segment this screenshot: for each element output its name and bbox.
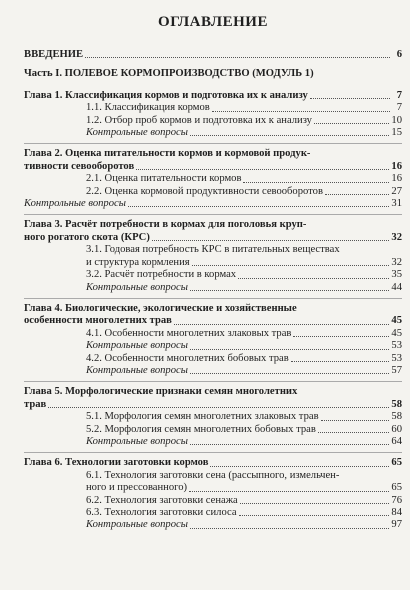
entry-page: 35 [391, 269, 402, 281]
toc-entry-chapter-2[interactable] [24, 161, 402, 173]
leader-dots [243, 182, 389, 183]
toc-entry-5-1[interactable] [24, 411, 402, 423]
entry-page: 15 [391, 127, 402, 139]
entry-page: 45 [391, 315, 402, 327]
leader-dots [238, 278, 389, 279]
page-title: ОГЛАВЛЕНИЕ [158, 14, 268, 30]
leader-dots [210, 466, 389, 467]
entry-label: 3.2. Расчёт потребности в кормах [86, 269, 237, 281]
entry-page: 58 [391, 411, 402, 423]
entry-page: 53 [391, 340, 402, 352]
leader-dots [190, 373, 389, 374]
leader-dots [310, 98, 390, 99]
entry-page: 76 [391, 494, 402, 506]
toc-entry-3-questions[interactable] [24, 282, 402, 294]
chapter-3-title-line-1[interactable]: Глава 3. Расчёт потребности в кормах для поголовья круп- [24, 219, 307, 231]
toc-entry-5-questions[interactable] [24, 436, 402, 448]
leader-dots [192, 265, 390, 266]
entry-label: ного и прессованного) [86, 482, 188, 494]
entry-label: Контрольные вопросы [86, 519, 188, 531]
toc-chapter-4 [24, 303, 402, 377]
toc-chapter-5 [24, 386, 402, 448]
entry-label: Контрольные вопросы [24, 198, 126, 210]
chapter-4-title-line-1[interactable]: Глава 4. Биологические, экологические и хозяйственные [24, 302, 297, 314]
leader-dots [190, 528, 389, 529]
leader-dots [174, 324, 390, 325]
leader-dots [314, 123, 389, 124]
toc-entry-6-1[interactable] [24, 482, 402, 494]
entry-label: особенности многолетних трав [24, 315, 172, 327]
entry-label: тивности севооборотов [24, 160, 135, 172]
divider [24, 452, 402, 453]
entry-page: 65 [391, 457, 402, 469]
toc-entry-5-2[interactable] [24, 424, 402, 436]
entry-page: 84 [391, 507, 402, 518]
leader-dots [189, 491, 389, 492]
toc-entry-2-questions[interactable] [24, 198, 402, 210]
toc-entry-chapter-1[interactable] [24, 90, 402, 102]
toc-chapter-2 [24, 148, 402, 210]
leader-dots [212, 111, 390, 112]
entry-label: Контрольные вопросы [86, 281, 188, 293]
toc-entry-4-1[interactable] [24, 328, 402, 340]
entry-label: 1.1. Классификация кормов [86, 102, 210, 114]
entry-label: ВВЕДЕНИЕ [24, 49, 84, 60]
entry-page: 64 [391, 435, 402, 447]
entry-label: 1.2. Отбор проб кормов и подготовка их к анализу [86, 114, 312, 126]
leader-dots [240, 503, 390, 504]
leader-dots [190, 444, 389, 445]
toc-entry-intro[interactable] [24, 49, 402, 61]
entry-label: и структура кормления [86, 256, 190, 268]
entry-label: 2.1. Оценка питательности кормов [86, 173, 242, 185]
toc-entry-3-1[interactable] [24, 257, 402, 269]
entry-label: Глава 1. Классификация кормов и подготовка их к анализу [24, 89, 308, 101]
leader-dots [318, 432, 390, 433]
entry-label: 5.1. Морфология семян многолетних злаковых трав [86, 411, 319, 423]
entry-page: 16 [391, 173, 402, 185]
toc-entry-2-1[interactable] [24, 173, 402, 185]
toc-entry-2-2[interactable] [24, 186, 402, 198]
leader-dots [128, 206, 389, 207]
entry-label: 5.2. Морфология семян многолетних бобовых трав [86, 423, 316, 435]
toc-entry-4-1-questions[interactable] [24, 340, 402, 352]
leader-dots [291, 361, 390, 362]
entry-label: 6.2. Технология заготовки сенажа [86, 494, 238, 506]
leader-dots [190, 349, 389, 350]
toc-entry-4-2-questions[interactable] [24, 365, 402, 377]
toc-entry-3-2[interactable] [24, 269, 402, 281]
leader-dots [190, 290, 389, 291]
toc-entry-1-1[interactable] [24, 102, 402, 114]
entry-label: Глава 6. Технологии заготовки кормов [24, 457, 209, 469]
toc-entry-chapter-6[interactable] [24, 457, 402, 469]
chapter-2-title-line-1[interactable]: Глава 2. Оценка питательности кормов и кормовой продук- [24, 148, 311, 160]
entry-page: 53 [391, 352, 402, 364]
toc-entry-3-1-line-1[interactable]: 3.1. Годовая потребность КРС в питательных веществах [86, 244, 340, 256]
divider [24, 298, 402, 299]
entry-page: 32 [391, 231, 402, 243]
entry-page: 58 [391, 398, 402, 410]
toc-entry-chapter-4[interactable] [24, 315, 402, 327]
entry-label: Контрольные вопросы [86, 340, 188, 352]
entry-label: 4.2. Особенности многолетних бобовых трав [86, 352, 289, 364]
leader-dots [190, 135, 389, 136]
toc-entry-chapter-5[interactable] [24, 399, 402, 411]
entry-page: 6 [396, 49, 402, 60]
toc-entry-chapter-3[interactable] [24, 232, 402, 244]
entry-page: 65 [391, 482, 402, 494]
toc-chapter-1 [24, 90, 402, 140]
entry-label: 2.2. Оценка кормовой продуктивности севооборотов [86, 185, 323, 197]
entry-page: 31 [391, 198, 402, 210]
entry-label: трав [24, 398, 47, 410]
toc-chapter-3 [24, 219, 402, 293]
toc-entry-6-3[interactable] [24, 507, 402, 519]
leader-dots [136, 169, 389, 170]
entry-page: 44 [391, 281, 402, 293]
entry-page: 16 [391, 160, 402, 172]
entry-label: Контрольные вопросы [86, 435, 188, 447]
entry-page: 7 [396, 102, 402, 114]
leader-dots [85, 57, 390, 58]
entry-label: 4.1. Особенности многолетних злаковых трав [86, 327, 292, 339]
entry-label: 6.3. Технология заготовки силоса [86, 507, 237, 518]
toc-entry-1-2[interactable] [24, 115, 402, 127]
entry-label: ного рогатого скота (КРС) [24, 231, 150, 243]
leader-dots [152, 240, 390, 241]
toc-entry-6-1-line-1[interactable]: 6.1. Технология заготовки сена (рассыпного, измельчен- [86, 469, 340, 481]
toc-entry-4-2[interactable] [24, 353, 402, 365]
entry-page: 57 [391, 364, 402, 376]
toc-chapter-6 [24, 457, 402, 531]
entry-page: 60 [391, 423, 402, 435]
toc-entry-6-questions[interactable] [24, 519, 402, 531]
entry-page: 97 [391, 519, 402, 531]
leader-dots [321, 420, 390, 421]
toc-entry-1-questions[interactable] [24, 127, 402, 139]
leader-dots [293, 336, 389, 337]
toc-entry-part-1[interactable] [24, 68, 402, 80]
entry-label: Часть I. ПОЛЕВОЕ КОРМОПРОИЗВОДСТВО (МОДУЛЬ 1) [24, 68, 314, 80]
entry-page: 45 [391, 327, 402, 339]
entry-page: 27 [391, 185, 402, 197]
entry-page: 7 [396, 89, 402, 101]
divider [24, 214, 402, 215]
leader-dots [48, 407, 389, 408]
entry-label: Контрольные вопросы [86, 127, 188, 139]
entry-page: 32 [391, 256, 402, 268]
chapter-5-title-line-1[interactable]: Глава 5. Морфологические признаки семян многолетних [24, 386, 298, 398]
toc-entry-6-2[interactable] [24, 495, 402, 507]
divider [24, 143, 402, 144]
entry-label: Контрольные вопросы [86, 364, 188, 376]
leader-dots [325, 194, 389, 195]
divider [24, 381, 402, 382]
entry-page: 10 [391, 114, 402, 126]
leader-dots [239, 515, 390, 516]
